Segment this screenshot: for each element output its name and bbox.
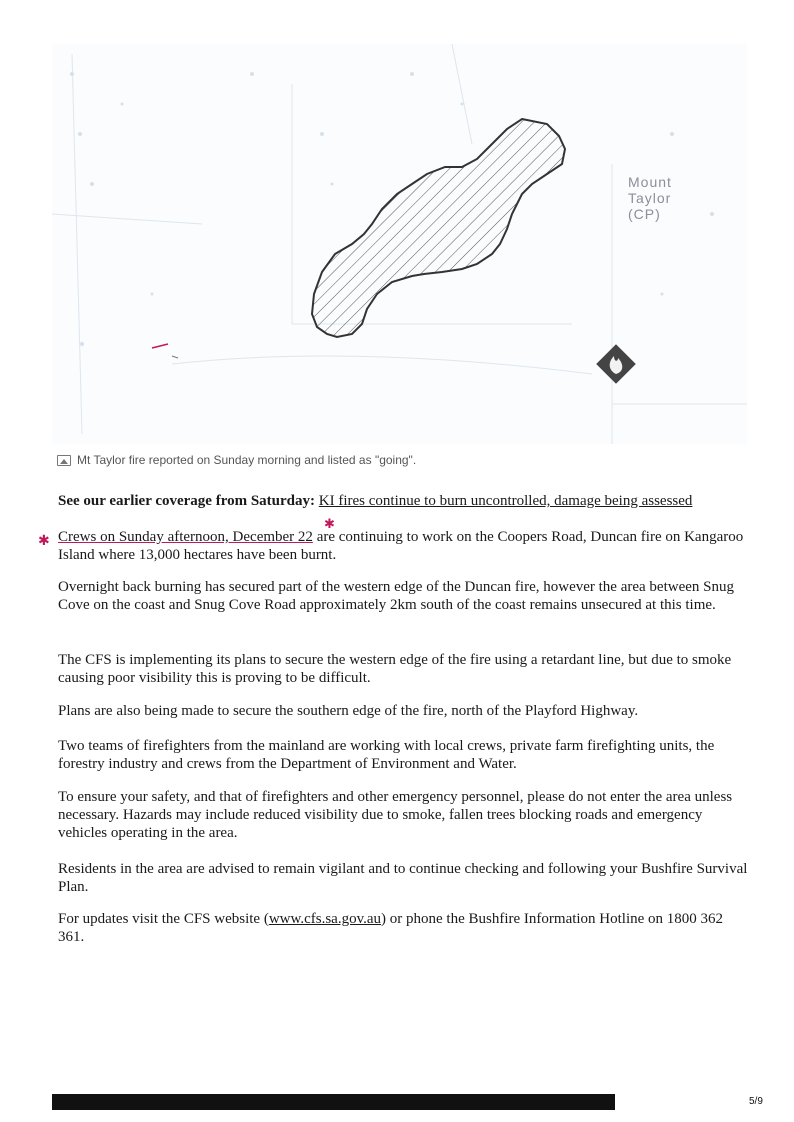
article-paragraph-5: Two teams of firefighters from the mainland are working with local crews, private farm firefighting units, the forestry industry and crews from the Department of Environment and Water.: [58, 738, 715, 772]
article-paragraph-8-post: ) or phone the Bushfire Information Hotline on 1800 362 361.: [58, 911, 724, 945]
page-number: 5/9: [749, 1096, 763, 1107]
fire-icon: [596, 344, 636, 384]
article-paragraph-2: Overnight back burning has secured part of the western edge of the Duncan fire, however the area between Snug Cove on the coast and Snug Cove Road approximately 2km south of the coast remains unsecured at this time.: [58, 579, 734, 613]
map-label-line-3: (CP): [628, 206, 661, 222]
article-paragraph-4: Plans are also being made to secure the southern edge of the fire, north of the Playford Highway.: [58, 703, 639, 719]
article-paragraph-7: Residents in the area are advised to remain vigilant and to continue checking and following your Bushfire Survival Plan.: [58, 861, 748, 895]
map-caption: [57, 453, 416, 467]
map-label-line-1: Mount: [628, 174, 672, 190]
fire-burn-area: [312, 119, 565, 337]
annotated-phrase: Crews on Sunday afternoon, December 22: [58, 529, 313, 545]
map-caption-text: Mt Taylor fire reported on Sunday morning and listed as "going".: [77, 453, 417, 467]
article-paragraph-3: The CFS is implementing its plans to secure the western edge of the fire using a retardant line, but due to smoke causing poor visibility this is proving to be difficult.: [58, 652, 732, 686]
article-paragraph-8-pre: For updates visit the CFS website (: [58, 911, 269, 927]
article-paragraph-6: To ensure your safety, and that of firefighters and other emergency personnel, please do not enter the area unless necessary. Hazards may include reduced visibility due to smoke, fallen trees blocking roads and emergency vehicles operating in the area.: [58, 789, 733, 841]
earlier-coverage-line: [58, 492, 750, 510]
earlier-coverage-lead: See our earlier coverage from Saturday:: [58, 493, 316, 509]
earlier-coverage-link[interactable]: KI fires continue to burn uncontrolled, damage being assessed: [318, 493, 693, 509]
redaction-bar: [52, 1094, 615, 1110]
fire-map-graphic: [52, 44, 747, 444]
annotation-star-icon: ✱: [324, 517, 335, 532]
article-paragraph-1-text: are continuing to work on the Coopers Road, Duncan fire on Kangaroo Island where 13,000 hectares have been burnt.: [58, 529, 744, 563]
mount-taylor-label: [628, 174, 688, 222]
fire-map: [52, 44, 747, 444]
map-label-line-2: Taylor: [628, 190, 672, 206]
article-paragraph-8: [58, 910, 750, 946]
article-paragraph-1: [58, 528, 750, 564]
image-icon: [57, 455, 71, 466]
cfs-website-link[interactable]: www.cfs.sa.gov.au: [268, 911, 382, 927]
annotation-star-icon: ✱: [38, 533, 50, 549]
